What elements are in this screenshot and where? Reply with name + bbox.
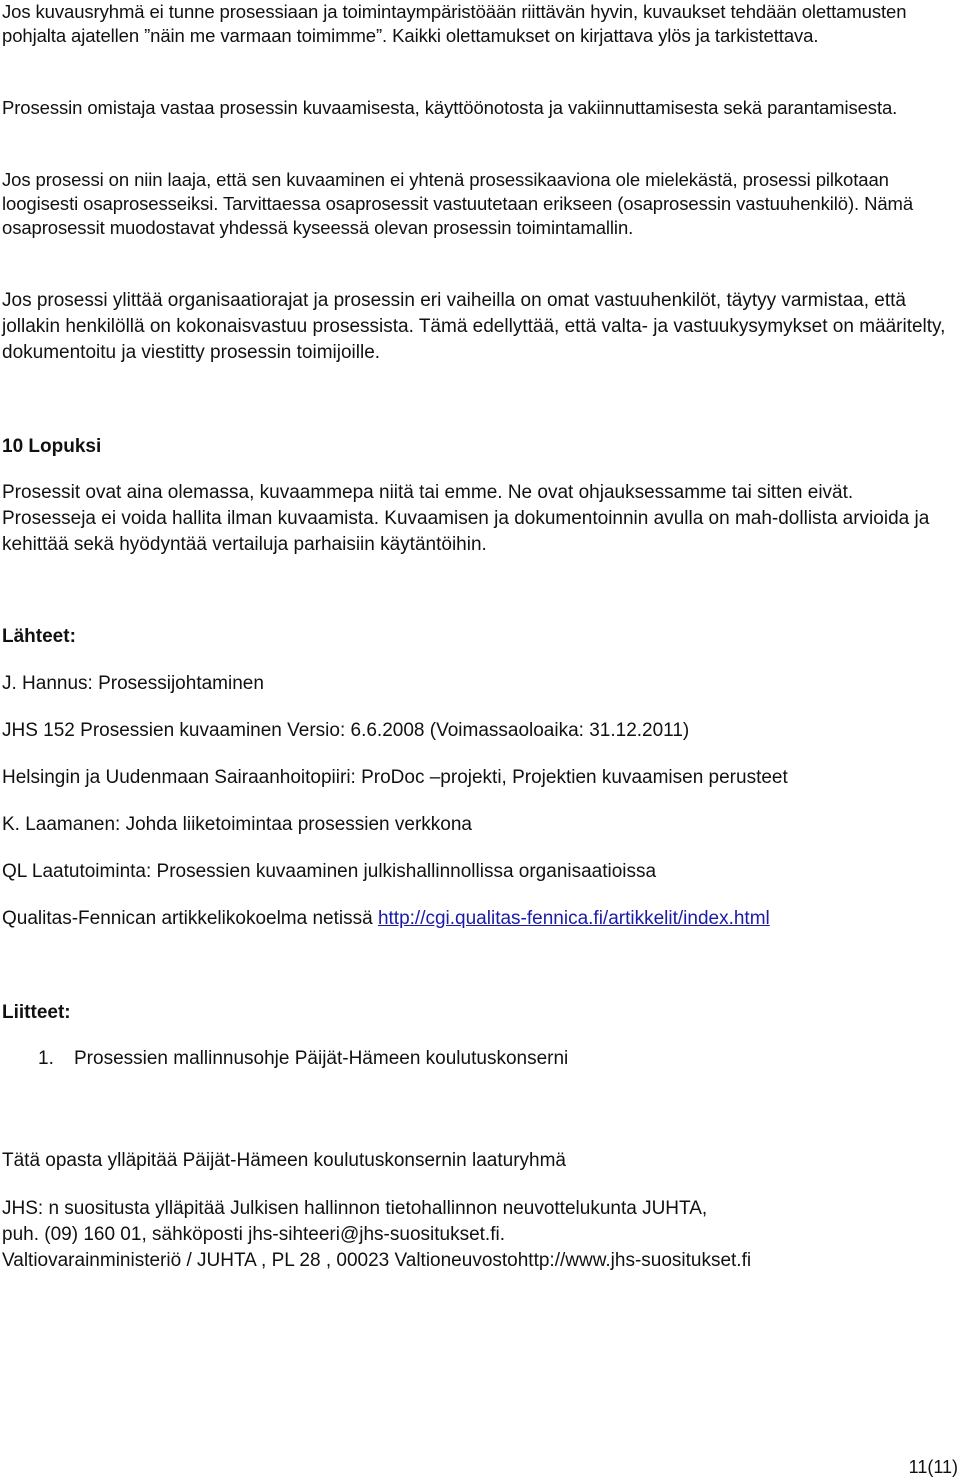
maintainer-note: Tätä opasta ylläpitää Päijät-Hämeen koulutuskonsernin laaturyhmä: [2, 1150, 566, 1171]
source-item: QL Laatutoiminta: Prosessien kuvaaminen julkishallinnollissa organisaatioissa: [2, 861, 657, 882]
jhs-contact-line: puh. (09) 160 01, sähköposti jhs-sihteeri@jhs-suositukset.fi.: [2, 1224, 505, 1245]
source-item-text: Qualitas-Fennican artikkelikokoelma netissä: [2, 908, 378, 929]
jhs-address-line: Valtiovarainministeriö / JUHTA , PL 28 , 00023 Valtioneuvostohttp://www.jhs-suositukset.fi: [2, 1250, 752, 1271]
attachments-heading: Liitteet:: [2, 1002, 71, 1023]
source-item: Helsingin ja Uudenmaan Sairaanhoitopiiri: ProDoc –projekti, Projektien kuvaamisen perusteet: [2, 767, 788, 788]
paragraph-process-owner: Prosessin omistaja vastaa prosessin kuvaamisesta, käyttöönotosta ja vakiinnuttamisesta sekä parantamisesta.: [2, 97, 898, 118]
attachment-number: 1.: [38, 1048, 54, 1069]
paragraph-lopuksi: Prosessit ovat aina olemassa, kuvaammepa niitä tai emme. Ne ovat ohjauksessamme tai sitten eivät. Prosesseja ei voida hallita ilman kuvaamista. Kuvaamisen ja dokumentoinnin avulla on mah-dollista arvioida ja kehittää sekä hyödyntää vertailuja parhaisiin käytäntöihin.: [2, 482, 930, 555]
page-number: 11(11): [908, 1457, 958, 1477]
attachment-item: [38, 1046, 952, 1072]
jhs-maintainer-line: JHS: n suositusta ylläpitää Julkisen hallinnon tietohallinnon neuvottelukunta JUHTA,: [2, 1198, 708, 1219]
source-item: J. Hannus: Prosessijohtaminen: [2, 673, 264, 694]
qualitas-articles-link[interactable]: http://cgi.qualitas-fennica.fi/artikkelit/index.html: [377, 908, 770, 929]
source-item: K. Laamanen: Johda liiketoimintaa prosessien verkkona: [2, 814, 472, 835]
section-heading-lopuksi: 10 Lopuksi: [2, 436, 102, 457]
paragraph-assumptions: Jos kuvausryhmä ei tunne prosessiaan ja toimintaympäristöään riittävän hyvin, kuvaukset tehdään olettamusten pohjalta ajatellen ”näin me varmaan toimimme”. Kaikki olettamukset on kirjattava ylös ja tarkistettava.: [2, 1, 907, 46]
attachment-label: Prosessien mallinnusohje Päijät-Hämeen koulutuskonserni: [74, 1048, 569, 1069]
sources-heading: Lähteet:: [2, 626, 76, 647]
source-item-qualitas: [2, 906, 952, 932]
paragraph-subprocesses: Jos prosessi on niin laaja, että sen kuvaaminen ei yhtenä prosessikaaviona ole mielekästä, prosessi pilkotaan loogisesti osaprosesseiksi. Tarvittaessa osaprosessit vastuutetaan erikseen (osaprosessin vastuuhenkilö). Nämä osaprosessit muodostavat yhdessä kyseessä olevan prosessin toimintamallin.: [2, 169, 914, 238]
source-item: JHS 152 Prosessien kuvaaminen Versio: 6.6.2008 (Voimassaoloaika: 31.12.2011): [2, 720, 690, 741]
paragraph-cross-organization: Jos prosessi ylittää organisaatiorajat ja prosessin eri vaiheilla on omat vastuuhenkilöt, täytyy varmistaa, että jollakin henkilöllä on kokonaisvastuu prosessista. Tämä edellyttää, että valta- ja vastuukysymykset on määritelty, dokumentoitu ja viestitty prosessin toimijoille.: [2, 290, 946, 363]
